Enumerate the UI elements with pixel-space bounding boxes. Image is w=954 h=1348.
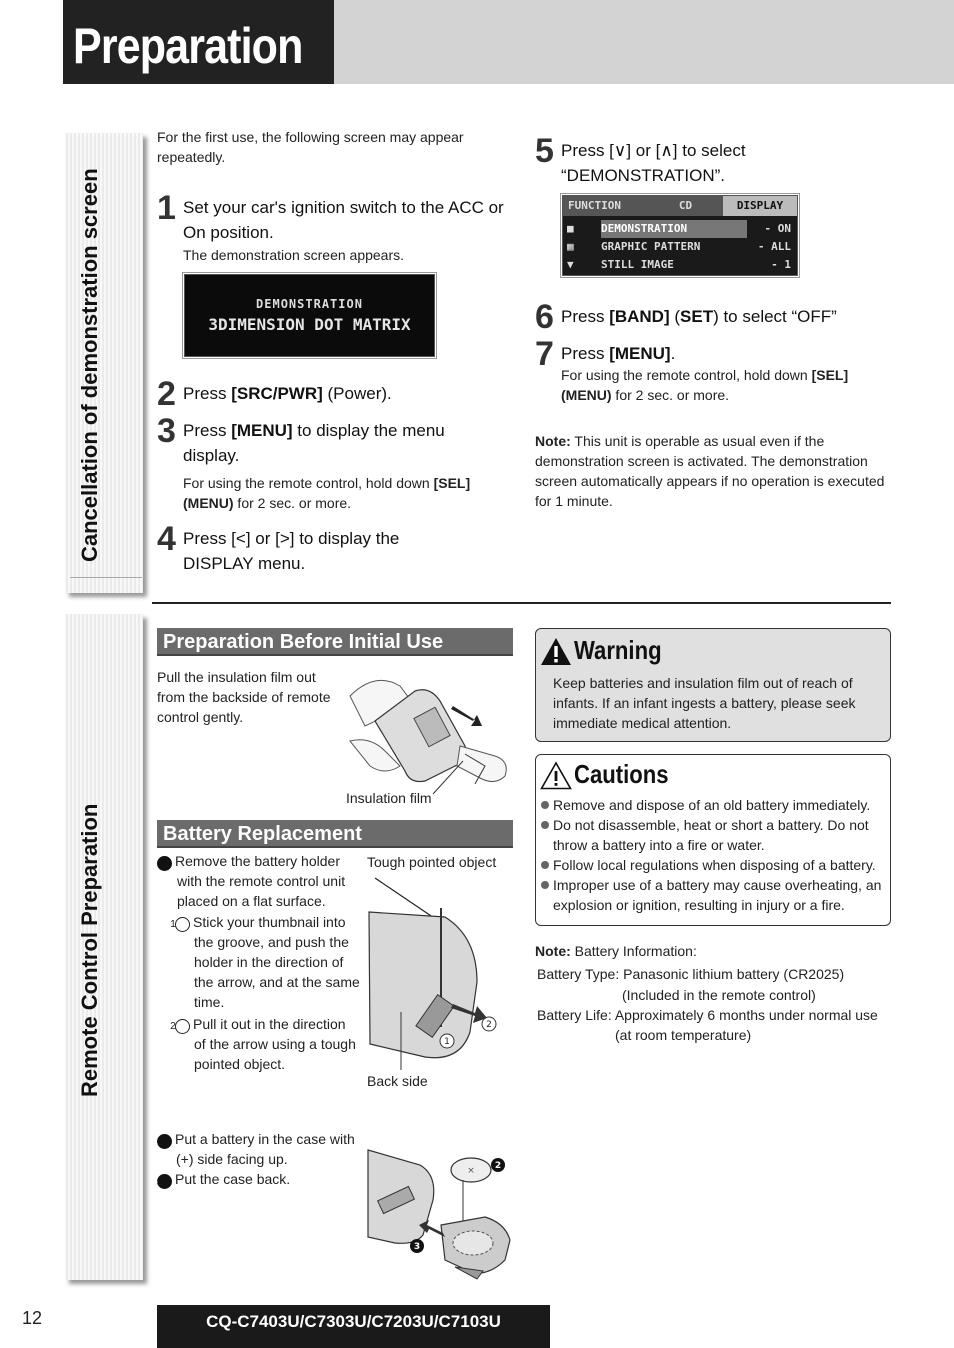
- tab-rule: [70, 577, 142, 578]
- svg-text:×: ×: [467, 1166, 475, 1176]
- battery-life: Battery Life: Approximately 6 months under normal use: [537, 1007, 878, 1023]
- menu-row-value: - ON: [764, 222, 791, 235]
- insulation-film-label: Insulation film: [346, 790, 432, 806]
- battery-type: Battery Type: Panasonic lithium battery (CR2025): [537, 966, 845, 982]
- menu-row-icon: ▦: [567, 240, 574, 253]
- section-heading-prep: Preparation Before Initial Use: [157, 628, 513, 656]
- battery-insert-illustration: [365, 1145, 515, 1281]
- step3-subtext: For using the remote control, hold down [SEL] (MENU) for 2 sec. or more.: [183, 475, 471, 511]
- menu-rows: [567, 220, 791, 274]
- step-number: 3: [157, 412, 176, 450]
- warning-text: Keep batteries and insulation film out of reach of infants. If an infant ingests a battery, please seek immediate medical attention.: [553, 675, 856, 731]
- battery-step2: 2 Put a battery in the case with (+) side facing up.: [152, 1131, 355, 1167]
- battery-note: Note: Battery Information:: [535, 943, 697, 959]
- menu-row: [567, 256, 791, 274]
- display-menu-screen: [562, 195, 798, 276]
- menu-row: [567, 238, 791, 256]
- menu-row-icon: ▼: [567, 258, 574, 271]
- menu-row-label: STILL IMAGE: [601, 258, 674, 271]
- caution-item: Follow local regulations when disposing of a battery.: [541, 855, 886, 875]
- battery-step3: 3 Put the case back.: [152, 1171, 291, 1187]
- step-number: 6: [535, 298, 554, 336]
- menu-row-label: GRAPHIC PATTERN: [601, 240, 701, 253]
- cautions-box: [535, 754, 891, 926]
- menu-row-value: - ALL: [757, 240, 791, 253]
- menu-row-label: DEMONSTRATION: [601, 220, 747, 238]
- menu-tab: CD: [678, 199, 693, 212]
- warning-icon: [540, 637, 572, 666]
- callout-marker-3: 3: [413, 1242, 421, 1252]
- caution-item: Improper use of a battery may cause overheating, an explosion or ignition, resulting in injury or a fire.: [541, 875, 886, 915]
- model-number-banner: CQ-C7403U/C7303U/C7203U/C7103U: [157, 1305, 550, 1348]
- page-title: Preparation: [73, 18, 303, 74]
- menu-row-value: - 1: [771, 258, 791, 271]
- substep-marker: 1: [175, 917, 190, 932]
- menu-tab-active: DISPLAY: [723, 196, 797, 216]
- battery-step1: 1 Remove the battery holder with the remote control unit placed on a flat surface.: [151, 853, 346, 909]
- back-side-label: Back side: [367, 1073, 428, 1089]
- menu-row: [567, 220, 791, 238]
- step3-text: Press [MENU] to display the menu display.: [183, 421, 445, 465]
- warning-title: Warning: [574, 635, 662, 665]
- tough-object-label: Tough pointed object: [367, 854, 497, 870]
- battery-substep1: 1 Stick your thumbnail into the groove, and push the holder in the direction of the arrow, and at the same time.: [170, 914, 360, 1010]
- cautions-list: [541, 795, 886, 915]
- intro-text: For the first use, the following screen may appear repeatedly.: [157, 129, 464, 165]
- menu-row-icon: ■: [567, 222, 574, 235]
- step7-text: Press [MENU].: [561, 344, 676, 363]
- substep-marker: 2: [175, 1019, 190, 1034]
- battery-type-sub: (Included in the remote control): [622, 987, 816, 1003]
- prep-text: Pull the insulation film out from the backside of remote control gently.: [157, 669, 331, 725]
- step-number: 2: [157, 375, 176, 413]
- step-number: 7: [535, 335, 554, 373]
- insulation-film-illustration: [345, 666, 515, 808]
- battery-life-sub: (at room temperature): [615, 1027, 752, 1043]
- step-marker: 3: [157, 1174, 172, 1189]
- callout-marker-2: 2: [494, 1161, 502, 1171]
- menu-tab: FUNCTION: [568, 199, 621, 212]
- warning-box: [535, 628, 891, 742]
- step-marker: 2: [157, 1134, 172, 1149]
- section-divider: [152, 602, 891, 604]
- step-number: 1: [157, 189, 176, 227]
- side-tab-remote-label: Remote Control Preparation: [77, 803, 102, 1097]
- step-number: 4: [157, 520, 176, 558]
- caution-item: Remove and dispose of an old battery immediately.: [541, 795, 886, 815]
- menu-tab-bar: [563, 196, 797, 216]
- step1-subtext: The demonstration screen appears.: [183, 247, 405, 263]
- step-number: 5: [535, 132, 554, 170]
- step1-text: Set your car's ignition switch to the ACC or On position.: [183, 198, 504, 242]
- callout-marker-1: 1: [444, 1037, 450, 1047]
- side-tab-cancellation-label: Cancellation of demonstration screen: [77, 168, 102, 562]
- cautions-title: Cautions: [574, 759, 669, 789]
- step5-text: Press [∨] or [∧] to select “DEMONSTRATION”.: [561, 141, 746, 185]
- demo-note: Note: This unit is operable as usual even if the demonstration screen is activated. The demonstration screen automatically appears if no operation is executed for 1 minute.: [535, 433, 885, 509]
- header-band: [333, 0, 954, 84]
- step2-text: Press [SRC/PWR] (Power).: [183, 384, 392, 403]
- battery-holder-illustration: [365, 872, 515, 1072]
- bullet-icon: [541, 861, 549, 869]
- battery-substep2: 2 Pull it out in the direction of the arrow using a tough pointed object.: [170, 1016, 356, 1072]
- demo-screen-line1: DEMONSTRATION: [256, 297, 363, 311]
- caution-icon: [540, 761, 572, 790]
- caution-item: Do not disassemble, heat or short a battery. Do not throw a battery into a fire or water.: [541, 815, 886, 855]
- demo-screen-image: [184, 274, 435, 357]
- bullet-icon: [541, 881, 549, 889]
- bullet-icon: [541, 801, 549, 809]
- section-heading-battery: Battery Replacement: [157, 820, 513, 848]
- callout-marker-2: 2: [486, 1020, 492, 1030]
- demo-screen-line2: 3DIMENSION DOT MATRIX: [208, 315, 411, 334]
- step4-text: Press [<] or [>] to display the DISPLAY menu.: [183, 529, 400, 573]
- bullet-icon: [541, 821, 549, 829]
- step7-subtext: For using the remote control, hold down [SEL] (MENU) for 2 sec. or more.: [561, 367, 849, 403]
- step6-text: Press [BAND] (SET) to select “OFF”: [561, 307, 837, 326]
- page-number: 12: [22, 1308, 43, 1328]
- step-marker: 1: [157, 856, 172, 871]
